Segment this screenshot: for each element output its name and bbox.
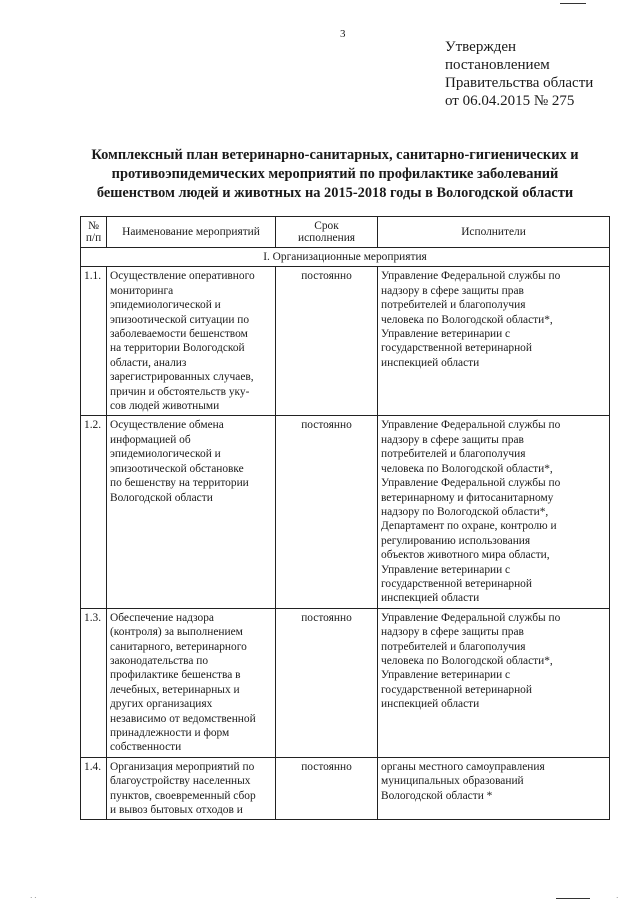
table-row — [81, 608, 610, 757]
activity-name-line: собственности — [110, 741, 182, 754]
activity-name-line: информацией об — [110, 433, 191, 446]
executors-line: Управление Федеральной службы по — [381, 419, 561, 432]
activity-name-line: Обеспечение надзора — [110, 611, 214, 624]
activity-name-line: санитарного, ветеринарного — [110, 640, 247, 653]
executors-line: Управление Федеральной службы по — [381, 477, 561, 490]
activity-name-line: лечебных, ветеринарных и — [110, 683, 240, 696]
activity-name — [107, 608, 276, 757]
row-number: 1.4. — [81, 757, 107, 820]
activity-name-line: причин и обстоятельств уку- — [110, 385, 250, 398]
activity-name-line: Вологодской области — [110, 491, 213, 504]
title-line: бешенством людей и животных на 2015-2018 годы в Вологодской области — [96, 185, 574, 201]
title-line: противоэпидемических мероприятий по профилактике заболеваний — [111, 166, 559, 182]
executors-line: надзору в сфере защиты прав — [381, 626, 524, 639]
executors — [378, 416, 610, 608]
activity-name-line: по бешенству на территории — [110, 477, 249, 490]
executors — [378, 608, 610, 757]
executors-line: Вологодской области * — [381, 789, 493, 802]
header-name: Наименование мероприятий — [107, 217, 276, 248]
executors — [378, 757, 610, 820]
activity-name-line: заболеваемости бешенством — [110, 328, 248, 341]
executors-line: человека по Вологодской области*, — [381, 462, 553, 475]
execution-term: постоянно — [276, 267, 378, 416]
activity-name-line: Организация мероприятий по — [110, 760, 255, 773]
approval-line: от 06.04.2015 № 275 — [445, 93, 575, 109]
activity-name-line: эпидемиологической и — [110, 448, 221, 461]
activity-name-line: благоустройству населенных — [110, 775, 251, 788]
activity-name-line: профилактике бешенства в — [110, 669, 241, 682]
activity-name — [107, 757, 276, 820]
approval-line: Правительства области — [445, 75, 594, 91]
row-number: 1.2. — [81, 416, 107, 608]
execution-term: постоянно — [276, 416, 378, 608]
executors-line: надзору по Вологодской области*, — [381, 505, 549, 518]
execution-term: постоянно — [276, 757, 378, 820]
executors-line: Департамент по охране, контролю и — [381, 520, 557, 533]
row-number: 1.1. — [81, 267, 107, 416]
header-term-line: исполнения — [297, 232, 356, 244]
executors-line: надзору в сфере защиты прав — [381, 284, 524, 297]
scan-mark-bottom — [556, 898, 590, 899]
executors — [378, 267, 610, 416]
activity-name-line: эпизоотической ситуации по — [110, 313, 250, 326]
header-exec: Исполнители — [378, 217, 610, 248]
scan-dots-left: · · — [30, 894, 37, 902]
approval-line: постановлением — [445, 57, 550, 73]
executors-line: потребителей и благополучия — [381, 448, 526, 461]
executors-line: государственной ветеринарной — [381, 683, 532, 696]
table-row — [81, 757, 610, 820]
executors-line: органы местного самоуправления — [381, 760, 545, 773]
row-number: 1.3. — [81, 608, 107, 757]
executors-line: инспекцией области — [381, 356, 480, 369]
activity-name-line: принадлежности и форм — [110, 727, 230, 739]
activity-name-line: Осуществление обмена — [110, 419, 224, 432]
header-num — [81, 217, 107, 248]
activity-name-line: законодательства по — [110, 654, 209, 667]
executors-line: надзору в сфере защиты прав — [381, 433, 524, 446]
header-term — [276, 217, 378, 248]
approval-line: Утвержден — [445, 39, 517, 55]
activity-name-line: зарегистрированных случаев, — [110, 371, 254, 384]
activity-name-line: пунктов, своевременный сбор — [110, 789, 256, 802]
section-row — [81, 248, 610, 267]
activity-name-line: других организациях — [110, 698, 213, 711]
header-num-line: № — [88, 220, 99, 232]
activity-name-line: (контроля) за выполнением — [110, 626, 243, 639]
activity-name-line: мониторинга — [110, 284, 174, 297]
approval-stamp — [445, 38, 593, 110]
section-title: I. Организационные мероприятия — [81, 248, 610, 267]
activity-name-line: сов людей животными — [110, 400, 220, 413]
document-title — [40, 146, 630, 203]
activity-name-line: эпизоотической обстановке — [110, 462, 244, 475]
activity-name-line: независимо от ведомственной — [110, 712, 256, 725]
page-number: 3 — [340, 28, 346, 40]
activity-name — [107, 267, 276, 416]
activity-name-line: эпидемиологической и — [110, 299, 221, 312]
executors-line: государственной ветеринарной — [381, 577, 532, 590]
executors-line: инспекцией области — [381, 698, 480, 711]
scan-mark-top — [560, 3, 586, 4]
executors-line: потребителей и благополучия — [381, 640, 526, 653]
table-header-row — [81, 217, 610, 248]
executors-line: человека по Вологодской области*, — [381, 654, 553, 667]
activity-name — [107, 416, 276, 608]
executors-line: Управление ветеринарии с — [381, 328, 511, 341]
header-num-line: п/п — [85, 232, 102, 244]
activity-name-line: на территории Вологодской — [110, 342, 245, 355]
executors-line: человека по Вологодской области*, — [381, 313, 553, 326]
executors-line: Управление ветеринарии с — [381, 563, 511, 576]
executors-line: потребителей и благополучия — [381, 299, 526, 312]
executors-line: инспекцией области — [381, 592, 480, 605]
plan-table — [80, 216, 610, 820]
execution-term: постоянно — [276, 608, 378, 757]
header-term-line: Срок — [314, 220, 339, 232]
table-row — [81, 416, 610, 608]
executors-line: государственной ветеринарной — [381, 342, 532, 355]
executors-line: регулированию использования — [381, 534, 531, 547]
scan-dots-right: · — [616, 894, 619, 902]
executors-line: ветеринарному и фитосанитарному — [381, 491, 554, 504]
executors-line: Управление ветеринарии с — [381, 669, 511, 682]
activity-name-line: Осуществление оперативного — [110, 270, 255, 283]
title-line: Комплексный план ветеринарно-санитарных, санитарно-гигиенических и — [91, 147, 579, 163]
activity-name-line: области, анализ — [110, 356, 187, 369]
activity-name-line: и вывоз бытовых отходов и — [110, 804, 243, 817]
executors-line: Управление Федеральной службы по — [381, 270, 561, 283]
table-row — [81, 267, 610, 416]
executors-line: муниципальных образований — [381, 775, 524, 788]
executors-line: Управление Федеральной службы по — [381, 611, 561, 624]
executors-line: объектов животного мира области, — [381, 549, 550, 562]
